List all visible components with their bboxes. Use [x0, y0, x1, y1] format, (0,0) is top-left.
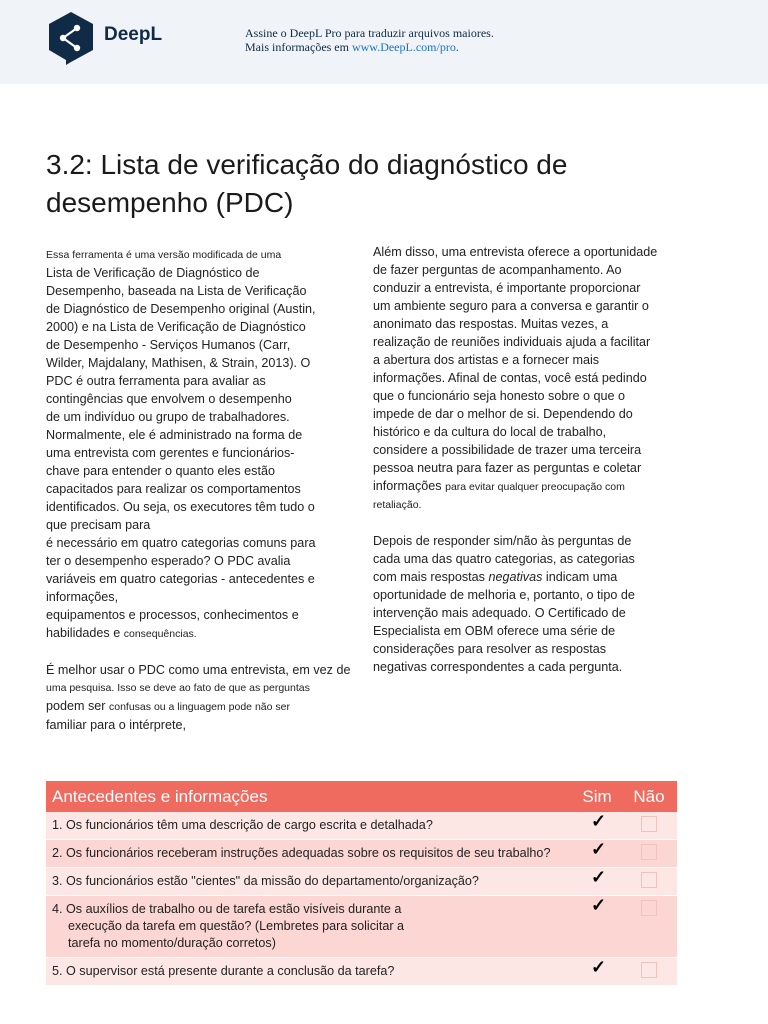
table-header-title: Antecedentes e informações	[52, 786, 268, 806]
left-column	[46, 246, 356, 734]
answer-cell-no	[621, 840, 677, 860]
promo-link[interactable]: www.DeepL.com/pro	[351, 40, 456, 54]
left-p1-line: de Desempenho - Serviços Humanos (Carr,	[46, 338, 291, 352]
checkmark-icon: ✓	[591, 867, 607, 887]
deepl-banner	[0, 0, 768, 84]
right-p1-line: anonimato das respostas. Muitas vezes, a	[373, 317, 609, 331]
right-p1-line: Além disso, uma entrevista oferece a oportunidade	[373, 245, 658, 259]
question-line: execução da tarefa em questão? (Lembretes para solicitar a	[68, 919, 405, 933]
answer-cell-no	[621, 958, 677, 978]
table-row	[46, 958, 677, 986]
left-p1-line: Wilder, Majdalany, Mathisen, & Strain, 2013). O	[46, 356, 311, 370]
left-p1-line: de um indivíduo ou grupo de trabalhadores.	[46, 410, 290, 424]
checklist-table	[46, 781, 677, 986]
right-p1-line: de fazer perguntas de acompanhamento. Ao	[373, 263, 622, 277]
right-column	[373, 243, 683, 676]
left-p1-line: é necessário em quatro categorias comuns para	[46, 536, 316, 550]
title-number: 3.2:	[46, 149, 93, 180]
question-text	[46, 896, 573, 957]
table-row	[46, 812, 677, 840]
question-line: 4. Os auxílios de trabalho ou de tarefa estão visíveis durante a	[52, 902, 402, 916]
answer-cell-yes	[573, 958, 621, 978]
left-p1-line: Lista de Verificação de Diagnóstico de	[46, 266, 260, 280]
no-checkbox[interactable]	[641, 844, 657, 860]
left-p1-line: chave para entender o quanto eles estão	[46, 464, 275, 478]
question-text	[46, 840, 573, 867]
question-line: tarefa no momento/duração corretos)	[68, 936, 276, 950]
question-text	[46, 812, 573, 839]
left-p2-line-1: É melhor usar o PDC como uma entrevista, em vez de	[46, 663, 351, 677]
right-p1-line: realização de reuniões individuais ajuda a facilitar	[373, 335, 651, 349]
left-p1-line: equipamentos e processos, conhecimentos e	[46, 608, 299, 622]
promo-suffix: .	[455, 40, 459, 54]
right-p1-line: que o funcionário seja honesto sobre o que o	[373, 389, 626, 403]
left-p1-line: variáveis em quatro categorias - antecedentes e	[46, 572, 315, 586]
question-text	[46, 868, 573, 895]
yes-checkbox[interactable]	[589, 957, 607, 978]
right-p1-last-main: informações	[373, 479, 446, 493]
checkmark-icon: ✓	[591, 811, 607, 831]
right-p1-line: pessoa neutra para fazer as perguntas e coletar	[373, 461, 642, 475]
title-line-1: Lista de verificação do diagnóstico de	[92, 149, 568, 180]
left-p1-line: Desempenho, baseada na Lista de Verificação	[46, 284, 307, 298]
checkmark-icon: ✓	[591, 839, 607, 859]
checkmark-icon: ✓	[591, 957, 607, 977]
checkmark-icon: ✓	[591, 895, 607, 915]
left-p2-line-3-main: podem ser	[46, 699, 109, 713]
question-text	[46, 958, 573, 985]
right-p1-line: a abertura dos artistas e a fornecer mais	[373, 353, 600, 367]
deepl-logo-icon	[46, 10, 96, 66]
answer-cell-yes	[573, 840, 621, 860]
left-p1-last-small: consequências.	[123, 628, 197, 640]
left-p1-line: que precisam para	[46, 518, 151, 532]
left-p1-line: de Diagnóstico de Desempenho original (Austin,	[46, 302, 316, 316]
left-p1-last	[46, 624, 356, 643]
left-p2-line-4: familiar para o intérprete,	[46, 718, 186, 732]
answer-cell-yes	[573, 896, 621, 916]
answer-cell-no	[621, 868, 677, 888]
table-row	[46, 840, 677, 868]
answer-cell-no	[621, 896, 677, 916]
right-p2-line: Especialista em OBM oferece uma série de	[373, 624, 616, 638]
left-paragraph-1	[46, 264, 356, 624]
promo-line-1: Assine o DeepL Pro para traduzir arquivos maiores.	[245, 26, 494, 40]
right-p2-line-1: Depois de responder sim/não às perguntas de	[373, 534, 632, 548]
right-p1-end: retaliação.	[373, 499, 422, 511]
left-p2-line-2: uma pesquisa. Isso se deve ao fato de que as perguntas	[46, 682, 310, 694]
right-paragraph-2-rest	[373, 586, 683, 676]
answer-cell-yes	[573, 868, 621, 888]
no-checkbox[interactable]	[641, 816, 657, 832]
title-line-2: desempenho (PDC)	[46, 187, 294, 218]
yes-checkbox[interactable]	[589, 895, 607, 916]
yes-checkbox[interactable]	[589, 867, 607, 888]
column-yes-header: Sim	[582, 786, 612, 806]
no-checkbox[interactable]	[641, 962, 657, 978]
yes-checkbox[interactable]	[589, 839, 607, 860]
question-line: 5. O supervisor está presente durante a conclusão da tarefa?	[52, 964, 395, 978]
answer-cell-yes	[573, 812, 621, 832]
right-p1-last	[373, 477, 683, 496]
no-checkbox[interactable]	[641, 872, 657, 888]
left-p1-line: PDC é outra ferramenta para avaliar as	[46, 374, 266, 388]
question-line: 2. Os funcionários receberam instruções adequadas sobre os requisitos de seu trabalho?	[52, 846, 551, 860]
yes-checkbox[interactable]	[589, 811, 607, 832]
right-p2-line: intervenção mais adequado. O Certificado de	[373, 606, 626, 620]
right-p1-line: considere a possibilidade de trazer uma terceira	[373, 443, 642, 457]
right-p2-line: oportunidade de melhoria e, portanto, o tipo de	[373, 588, 635, 602]
left-p1-line: contingências que envolvem o desempenho	[46, 392, 292, 406]
right-p1-line: conduzir a entrevista, é importante proporcionar	[373, 281, 641, 295]
right-p2-line-2: cada uma das quatro categorias, as categorias	[373, 552, 635, 566]
right-p2-line-3-prefix: com mais respostas	[373, 570, 489, 584]
right-p1-line: informações. Afinal de contas, você está pedindo	[373, 371, 647, 385]
right-paragraph-1	[373, 243, 683, 477]
table-row	[46, 896, 677, 958]
left-p1-line: capacitados para realizar os comportamentos	[46, 482, 301, 496]
right-p1-line: histórico e da cultura do local de trabalho,	[373, 425, 607, 439]
page-title	[46, 146, 726, 222]
right-p1-line: um ambiente seguro para a conversa e garantir o	[373, 299, 649, 313]
right-p1-last-small: para evitar qualquer preocupação com	[445, 481, 625, 493]
answer-cell-no	[621, 812, 677, 832]
right-p2-line: negativas correspondentes a cada pergunta.	[373, 660, 623, 674]
question-line: 3. Os funcionários estão "cientes" da missão do departamento/organização?	[52, 874, 479, 888]
promo-line-2	[245, 40, 494, 54]
table-body	[46, 812, 677, 986]
promo-text	[245, 26, 494, 54]
question-line: 1. Os funcionários têm uma descrição de cargo escrita e detalhada?	[52, 818, 433, 832]
right-p2-line-3	[373, 568, 683, 586]
right-p1-line: impede de dar o melhor de si. Dependendo do	[373, 407, 633, 421]
left-p1-last-main: habilidades e	[46, 626, 124, 640]
left-p2-line-3-small: confusas ou a linguagem pode não ser	[109, 701, 290, 713]
left-p1-intro: Essa ferramenta é uma versão modificada de uma	[46, 249, 282, 261]
left-p1-line: 2000) e na Lista de Verificação de Diagnóstico	[46, 320, 306, 334]
left-p1-line: identificados. Ou seja, os executores têm tudo o	[46, 500, 315, 514]
right-p2-line-3-suffix: indicam uma	[542, 570, 618, 584]
left-p1-line: uma entrevista com gerentes e funcionários-	[46, 446, 295, 460]
left-p2-line-3	[46, 697, 356, 716]
left-p1-line: ter o desempenho esperado? O PDC avalia	[46, 554, 291, 568]
table-header	[46, 781, 677, 812]
table-row	[46, 868, 677, 896]
right-p2-line-3-italic: negativas	[488, 570, 543, 584]
left-p1-line: Normalmente, ele é administrado na forma de	[46, 428, 303, 442]
left-p1-line: informações,	[46, 590, 119, 604]
logo-text: DeepL	[104, 24, 163, 45]
right-p2-line: considerações para resolver as respostas	[373, 642, 607, 656]
no-checkbox[interactable]	[641, 900, 657, 916]
promo-prefix: Mais informações em	[245, 40, 352, 54]
column-no-header: Não	[633, 786, 665, 806]
